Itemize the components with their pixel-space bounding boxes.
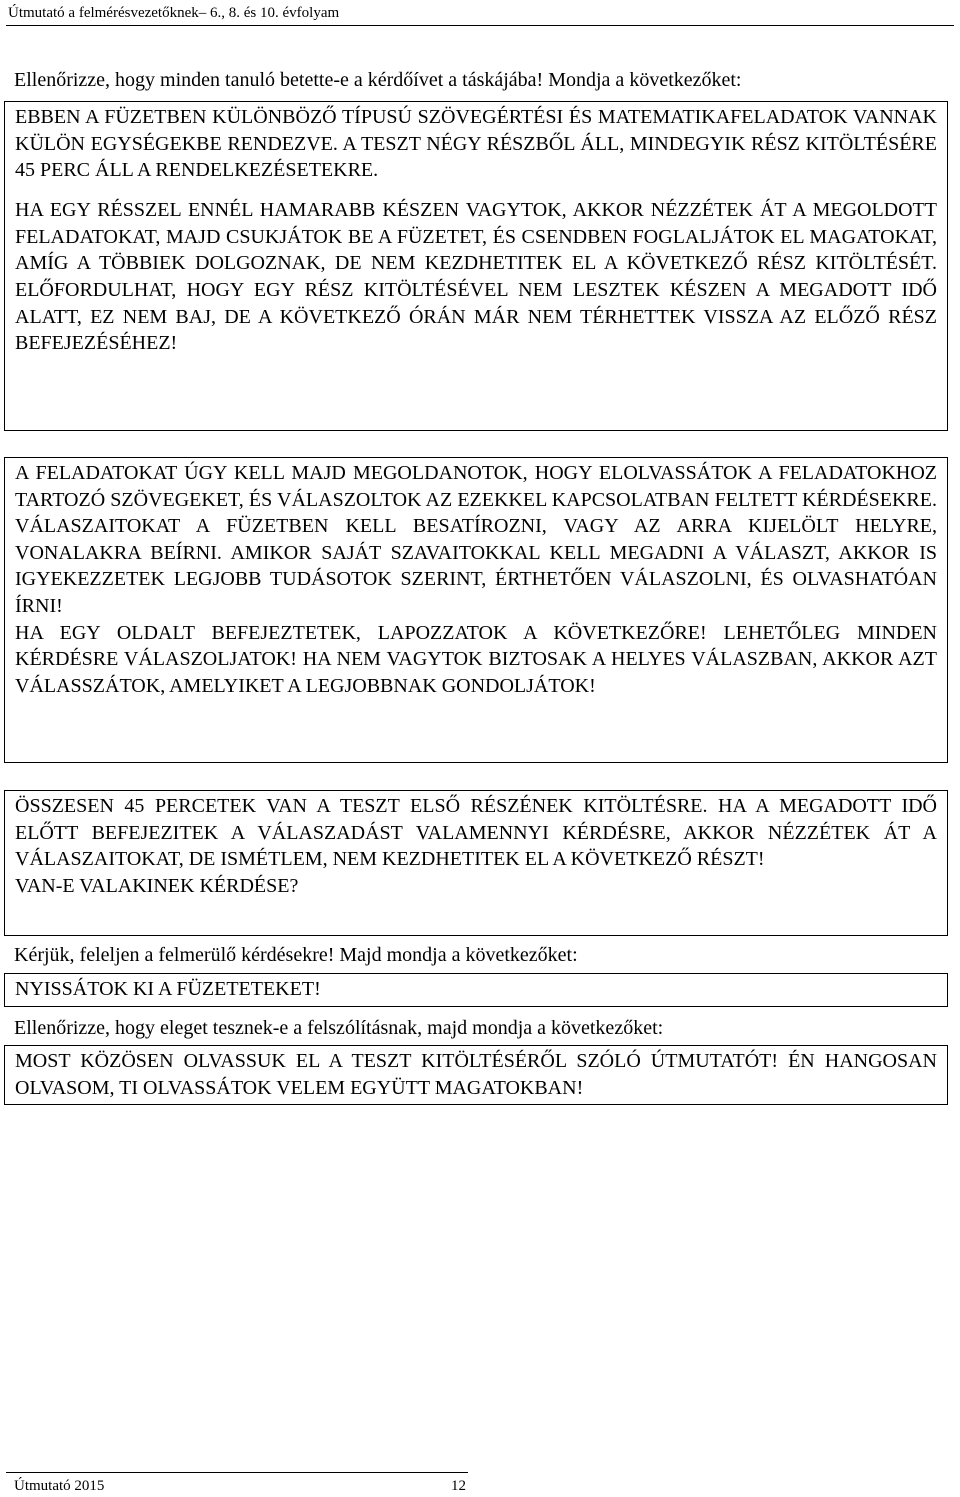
instruction-box-4 <box>4 973 948 1007</box>
box1-paragraph-1: EBBEN A FÜZETBEN KÜLÖNBÖZŐ TÍPUSÚ SZÖVEGÉRTÉSI ÉS MATEMATIKAFELADATOK VANNAK KÜLÖN EGYSÉGEKBE RENDEZVE. A TESZT NÉGY RÉSZBŐL ÁLL, MINDEGYIK RÉSZ KITÖLTÉSÉRE 45 PERC ÁLL A RENDELKEZÉSETEKRE. <box>15 106 937 182</box>
page-header <box>6 0 954 26</box>
box1-paragraph-2: HA EGY RÉSSZEL ENNÉL HAMARABB KÉSZEN VAGYTOK, AKKOR NÉZZÉTEK ÁT A MEGOLDOTT FELADATOKAT, MAJD CSUKJÁTOK BE A FÜZETET, ÉS CSENDBEN FOGLALJÁTOK EL MAGATOKAT, AMÍG A TÖBBIEK DOLGOZNAK, DE NEM KEZDHETITEK EL A KÖVETKEZŐ RÉSZ KITÖLTÉSÉT. ELŐFORDULHAT, HOGY EGY RÉSZ KITÖLTÉSÉVEL NEM LESZTEK KÉSZEN A MEGADOTT IDŐ ALATT, EZ NEM BAJ, DE A KÖVETKEZŐ ÓRÁN MÁR NEM TÉRHETTEK VISSZA AZ ELŐZŐ RÉSZ BEFEJEZÉSÉHEZ! <box>15 199 937 355</box>
box4-text: NYISSÁTOK KI A FÜZETETEKET! <box>15 978 321 1000</box>
intro-instruction: Ellenőrizze, hogy minden tanuló betette-e a kérdőívet a táskájába! Mondja a következőket: <box>14 69 742 91</box>
page-number: 12 <box>451 1478 466 1494</box>
instruction-box-3 <box>4 790 948 936</box>
box2-paragraph-1: A FELADATOKAT ÚGY KELL MAJD MEGOLDANOTOK, HOGY ELOLVASSÁTOK A FELADATOKHOZ TARTOZÓ SZÖVEGEKET, ÉS VÁLASZOLTOK AZ EZEKKEL KAPCSOLATBAN FELTETT KÉRDÉSEKRE. VÁLASZAITOKAT A FÜZETBEN KELL BESATÍROZNI, VAGY AZ ARRA KIJELÖLT HELYRE, VONALAKRA BEÍRNI. AMIKOR SAJÁT SZAVAITOKKAL KELL MEGADNI A VÁLASZT, AKKOR IS IGYEKEZZETEK LEGJOBB TUDÁSOTOK SZERINT, ÉRTHETŐEN VÁLASZOLNI, ÉS OLVASHATÓAN ÍRNI! <box>15 462 937 617</box>
box2-paragraph-2: HA EGY OLDALT BEFEJEZTETEK, LAPOZZATOK A KÖVETKEZŐRE! LEHETŐLEG MINDEN KÉRDÉSRE VÁLASZOLJATOK! HA NEM VAGYTOK BIZTOSAK A HELYES VÁLASZBAN, AKKOR AZT VÁLASSZÁTOK, AMELYIKET A LEGJOBBNAK GONDOLJÁTOK! <box>15 621 937 697</box>
page-footer <box>6 1472 468 1497</box>
instruction-box-2 <box>4 457 948 763</box>
header-title: Útmutató a felmérésvezetőknek– 6., 8. és 10. évfolyam <box>8 5 340 21</box>
footer-label: Útmutató 2015 <box>14 1478 105 1494</box>
instruction-3: Ellenőrizze, hogy eleget tesznek-e a felszólításnak, majd mondja a következőket: <box>14 1017 664 1039</box>
instruction-2: Kérjük, feleljen a felmerülő kérdésekre! Majd mondja a következőket: <box>14 944 578 966</box>
box3-paragraph-2: VAN-E VALAKINEK KÉRDÉSE? <box>15 874 299 897</box>
instruction-box-5 <box>4 1045 948 1105</box>
box5-text: MOST KÖZÖSEN OLVASSUK EL A TESZT KITÖLTÉSÉRŐL SZÓLÓ ÚTMUTATÓT! ÉN HANGOSAN OLVASOM, TI OLVASSÁTOK VELEM EGYÜTT MAGATOKBAN! <box>15 1050 937 1099</box>
instruction-box-1 <box>4 101 948 431</box>
box3-paragraph-1: ÖSSZESEN 45 PERCETEK VAN A TESZT ELSŐ RÉSZÉNEK KITÖLTÉSRE. HA A MEGADOTT IDŐ ELŐTT BEFEJEZITEK A VÁLASZADÁST VALAMENNYI KÉRDÉSRE, AKKOR NÉZZÉTEK ÁT A VÁLASZAITOKAT, DE ISMÉTLEM, NEM KEZDHETITEK EL A KÖVETKEZŐ RÉSZT! <box>15 795 937 871</box>
